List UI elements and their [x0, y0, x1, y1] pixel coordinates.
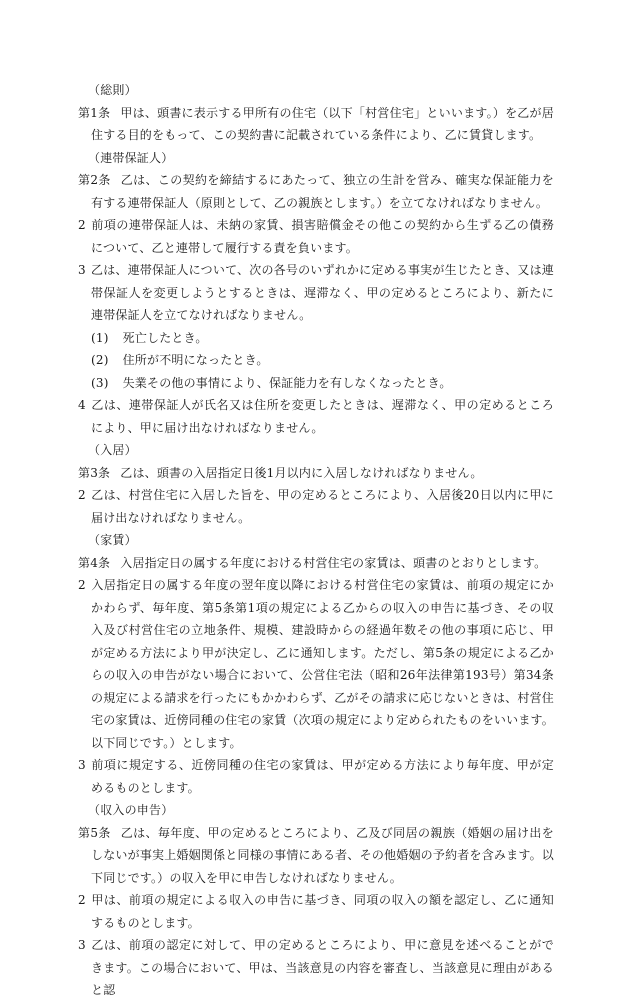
article-section — [78, 439, 554, 529]
article-heading: （総則） — [88, 83, 137, 97]
subitem-text: 住所が不明になったとき。 — [122, 353, 269, 367]
paragraph-text: 入居指定日の属する年度の翌年度以降における村営住宅の家賃は、前項の規定にかかわらず、毎年度、第5条第1項の規定による乙からの収入の申告に基づき、その収入及び村営住宅の立地条件、規模、建設時からの経過年数その他の事項に応じ、甲が定める方法により甲が決定し、乙に通知します。ただし、第5条の規定による乙からの収入の申告がない場合において、公営住宅法（昭和26年法律第193号）第34条の規定による請求を行ったにもかかわらず、乙がその請求に応じないときは、村営住宅の家賃は、近傍同種の住宅の家賃（次項の規定により定められたものをいいます。以下同じです。）とします。 — [91, 578, 554, 750]
paragraph-text: 乙は、連帯保証人について、次の各号のいずれかに定める事実が生じたとき、又は連帯保証人を変更しようとするときは、遅滞なく、甲の定めるところにより、新たに連帯保証人を立てなければなりません。 — [91, 263, 554, 322]
paragraph-text: 甲は、前項の規定による収入の申告に基づき、同項の収入の額を認定し、乙に通知するものとします。 — [91, 893, 554, 930]
article-body — [78, 462, 554, 485]
article-number: 第3条 — [78, 465, 111, 480]
subitem-text: 死亡したとき。 — [122, 330, 208, 345]
article-section — [78, 79, 554, 147]
paragraph-text: 乙は、前項の認定に対して、甲の定めるところにより、甲に意見を述べることができます。この場合において、甲は、当該意見の内容を審査し、当該意見に理由があると認 — [91, 938, 554, 997]
article-number: 第1条 — [78, 105, 111, 120]
subitem-text: 失業その他の事情により、保証能力を有しなくなったとき。 — [122, 375, 452, 390]
paragraph-item — [78, 484, 554, 529]
paragraph-number: 4 — [78, 398, 86, 412]
paragraph-number: 3 — [78, 758, 86, 772]
article-body — [78, 552, 554, 575]
subitem — [78, 327, 554, 350]
article-text: 入居指定日の属する年度における村営住宅の家賃は、頭書のとおりとします。 — [120, 555, 547, 570]
paragraph-item — [78, 259, 554, 327]
subitem-number: (3) — [91, 375, 109, 390]
paragraph-text: 乙は、連帯保証人が氏名又は住所を変更したときは、遅滞なく、甲の定めるところにより、甲に届け出なければなりません。 — [91, 398, 554, 435]
article-number: 第5条 — [78, 825, 111, 840]
paragraph-number: 3 — [78, 263, 86, 277]
article-heading: （入居） — [88, 443, 137, 457]
paragraph-item — [78, 394, 554, 439]
contract-document — [78, 79, 554, 1002]
article-heading: （家賃） — [88, 533, 137, 547]
paragraph-number: 2 — [78, 218, 86, 232]
subitem-number: (1) — [91, 330, 109, 345]
paragraph-text: 前項の連帯保証人は、未納の家賃、損害賠償金その他この契約から生ずる乙の債務について、乙と連帯して履行する責を負います。 — [91, 218, 554, 255]
paragraph-number: 3 — [78, 938, 86, 952]
subitem — [78, 372, 554, 395]
article-number: 第2条 — [78, 173, 111, 187]
article-heading: （連帯保証人） — [88, 150, 174, 165]
subitem-number: (2) — [91, 353, 109, 367]
paragraph-text: 前項に規定する、近傍同種の住宅の家賃は、甲が定める方法により毎年度、甲が定めるものとします。 — [91, 758, 554, 795]
paragraph-text: 乙は、村営住宅に入居した旨を、甲の定めるところにより、入居後20日以内に甲に届け出なければなりません。 — [91, 488, 554, 525]
paragraph-number: 2 — [78, 488, 86, 502]
paragraph-number: 2 — [78, 578, 86, 592]
article-section — [78, 799, 554, 1002]
article-text: 乙は、毎年度、甲の定めるところにより、乙及び同居の親族（婚姻の届け出をしないが事実上婚姻関係と同様の事情にある者、その他婚姻の予約者を含みます。以下同じです。）の収入を甲に申告しなければなりません。 — [91, 825, 554, 885]
article-heading: （収入の申告） — [88, 803, 174, 817]
paragraph-item — [78, 754, 554, 799]
article-body — [78, 169, 554, 214]
subitem — [78, 349, 554, 372]
article-body — [78, 102, 554, 147]
paragraph-item — [78, 889, 554, 934]
article-section — [78, 147, 554, 440]
paragraph-item — [78, 214, 554, 259]
article-text: 甲は、頭書に表示する甲所有の住宅（以下「村営住宅」といいます。）を乙が居住する目的をもって、この契約書に記載されている条件により、乙に賃貸します。 — [91, 105, 554, 142]
article-body — [78, 822, 554, 890]
paragraph-item — [78, 934, 554, 1002]
article-number: 第4条 — [78, 555, 111, 570]
article-text: 乙は、この契約を締結するにあたって、独立の生計を営み、確実な保証能力を有する連帯保証人（原則として、乙の親族とします。）を立てなければなりません。 — [91, 173, 554, 210]
article-text: 乙は、頭書の入居指定日後1月以内に入居しなければなりません。 — [120, 465, 483, 480]
paragraph-number: 2 — [78, 893, 86, 907]
article-section — [78, 529, 554, 799]
paragraph-item — [78, 574, 554, 754]
